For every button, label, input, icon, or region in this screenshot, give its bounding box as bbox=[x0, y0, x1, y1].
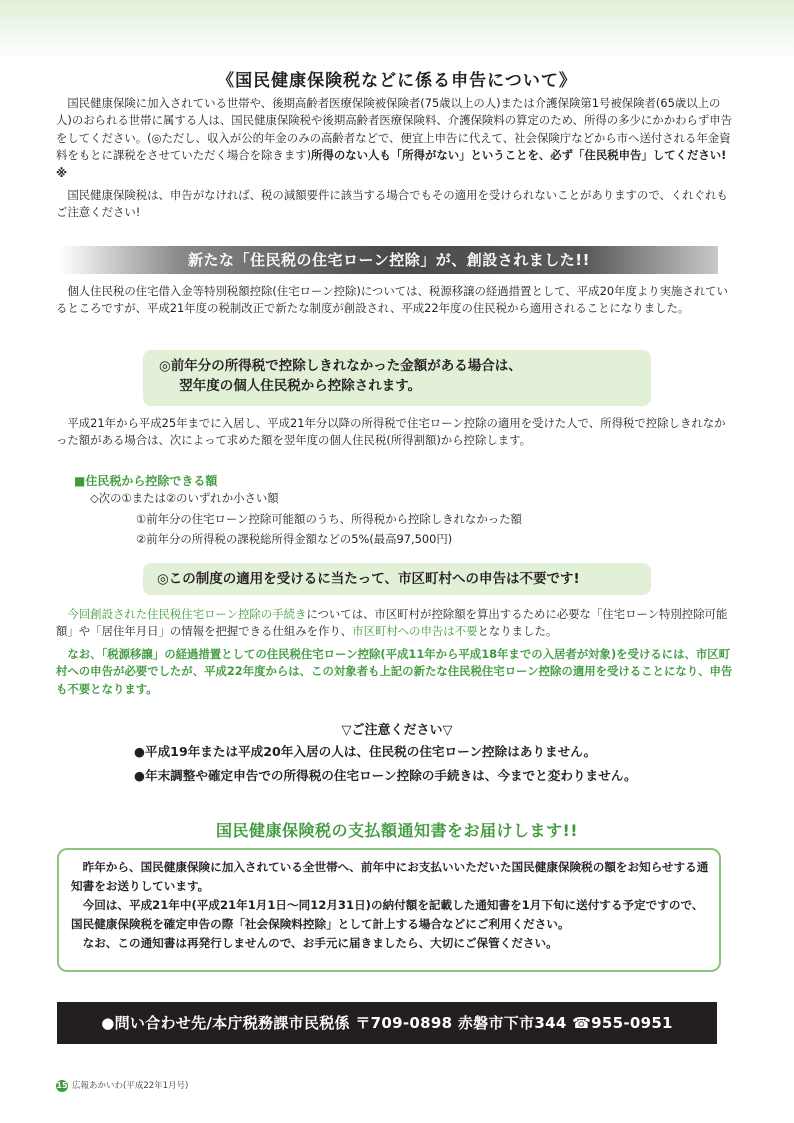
contact-bar: ●問い合わせ先/本庁税務課市民税係 〒709-0898 赤磐市下市344 ☎955-0951 bbox=[57, 1002, 717, 1044]
section-banner-housing-loan: 新たな「住民税の住宅ローン控除」が、創設されました!! bbox=[60, 246, 718, 274]
procedure-text: については、市区町村が控除額を算出するために必要な「住宅ローン特別控除可能額」や「居住年月日」の情報を把握できる仕組みを作り、 bbox=[56, 607, 728, 639]
deduct-intro: ◇次の①または②のいずれか小さい額 bbox=[90, 491, 279, 505]
callout-line-1: ◎前年分の所得税で控除しきれなかった金額がある場合は、 bbox=[159, 358, 522, 374]
procedure-text-end: となりました。 bbox=[477, 624, 558, 639]
callout-no-filing: ◎この制度の適用を受けるに当たって、市区町村への申告は不要です! bbox=[143, 563, 651, 595]
publication-name: 広報あかいわ(平成22年1月号) bbox=[72, 1081, 189, 1091]
housing-loan-paragraph-3 bbox=[56, 606, 736, 641]
caution-title: ▽ご注意ください▽ bbox=[341, 723, 453, 738]
nhi-notice-box bbox=[57, 848, 721, 972]
deduct-item-2: ②前年分の所得税の課税総所得金額などの5%(最高97,500円) bbox=[136, 532, 453, 546]
nhi-notice-paragraph-2: 今回は、平成21年中(平成21年1月1日〜同12月31日)の納付額を記載した通知書を1月下旬に送付する予定ですので、国民健康保険税を確定申告の際「社会保険料控除」として計上する場合などにご利用ください。 bbox=[71, 898, 704, 931]
housing-loan-paragraph-4: なお、「税源移譲」の経過措置としての住民税住宅ローン控除(平成11年から平成18年までの入居者が対象)を受けるには、市区町村への申告が必要でしたが、平成22年度からは、この対象者も上記の新たな住民税住宅ローン控除の適用を受けることになり、申告も不要となります。 bbox=[56, 647, 733, 696]
caution-item-1: ●平成19年または平成20年入居の人は、住民税の住宅ローン控除はありません。 bbox=[134, 744, 597, 759]
deduct-heading: ■住民税から控除できる額 bbox=[74, 474, 218, 488]
caution-item-2: ●年末調整や確定申告での所得税の住宅ローン控除の手続きは、今までと変わりません。 bbox=[134, 768, 637, 783]
procedure-highlight: 今回創設された住民税住宅ローン控除の手続き bbox=[67, 607, 307, 621]
intro-paragraph-1 bbox=[56, 95, 736, 182]
nhi-notice-title: 国民健康保険税の支払額通知書をお届けします!! bbox=[215, 821, 579, 840]
intro-text: 国民健康保険に加入されている世帯や、後期高齢者医療保険被保険者(75歳以上の人)または介護保険第1号被保険者(65歳以上の人)のおられる世帯に属する人は、国民健康保険税や後期高齢者医療保険料、介護保険料の算定のため、所得の多少にかかわらず申告をしてください。(◎ただし、収入が公的年金のみの高齢者などで、便宜上申告に代えて、社会保険庁などから市へ送付される年金資料をもとに課税をさせていただく場合を除きます) bbox=[56, 96, 733, 163]
intro-paragraph-2: 国民健康保険税は、申告がなければ、税の減額要件に該当する場合でもその適用を受けられないことがありますので、くれぐれもご注意ください! bbox=[56, 188, 728, 220]
callout-line-2: 翌年度の個人住民税から控除されます。 bbox=[179, 378, 422, 394]
page-footer bbox=[56, 1079, 188, 1092]
deduct-item-1: ①前年分の住宅ローン控除可能額のうち、所得税から控除しきれなかった額 bbox=[136, 512, 522, 526]
housing-loan-paragraph-2: 平成21年から平成25年までに入居し、平成21年分以降の所得税で住宅ローン控除の適用を受けた人で、所得税で控除しきれなかった額がある場合は、次によって求めた額を翌年度の個人住民税(所得割額)から控除します。 bbox=[56, 416, 726, 448]
no-filing-highlight: 市区町村への申告は不要 bbox=[352, 624, 478, 639]
page-title: 《国民健康保険税などに係る申告について》 bbox=[217, 71, 577, 91]
intro-bold-notice: 所得のない人も「所得がない」ということを、必ず「住民税申告」してください!※ bbox=[56, 148, 727, 180]
callout-carry-over bbox=[143, 350, 651, 406]
page-number: 15 bbox=[56, 1081, 68, 1090]
housing-loan-paragraph-1: 個人住民税の住宅借入金等特別税額控除(住宅ローン控除)については、税源移譲の経過措置として、平成20年度より実施されているところですが、平成21年度の税制改正で新たな制度が創設され、平成22年度の住民税から適用されることになりました。 bbox=[56, 284, 728, 316]
nhi-notice-paragraph-1: 昨年から、国民健康保険に加入されている全世帯へ、前年中にお支払いいただいた国民健康保険税の額をお知らせする通知書をお送りしています。 bbox=[71, 860, 709, 893]
nhi-notice-paragraph-3: なお、この通知書は再発行しませんので、お手元に届きましたら、大切にご保管ください。 bbox=[82, 936, 558, 950]
